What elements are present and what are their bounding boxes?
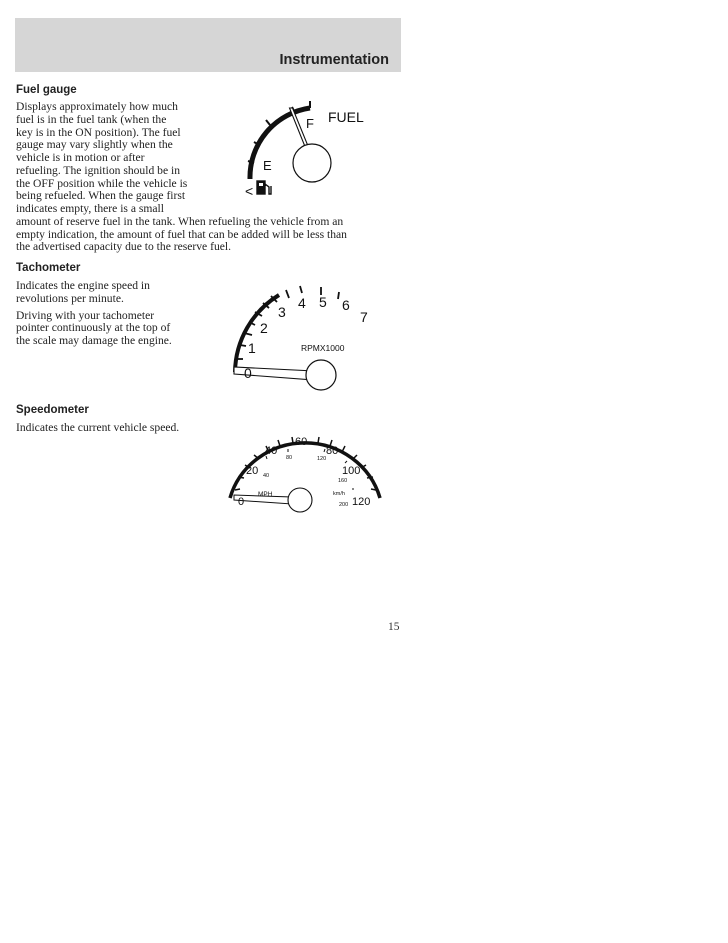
tachometer-hub [306, 360, 336, 390]
speedometer-mph-120: 120 [352, 496, 371, 508]
tachometer-label-3: 3 [278, 304, 286, 320]
fuel-gauge-illustration [226, 98, 386, 208]
tachometer-unit-label: RPMX1000 [301, 343, 345, 353]
page-number: 15 [388, 621, 400, 633]
tachometer-label-7: 7 [360, 309, 368, 325]
tachometer-label-0: 0 [244, 365, 252, 381]
speedometer-mph-40: 40 [265, 445, 278, 457]
fuel-name-label: FUEL [328, 109, 364, 125]
fuel-gauge-hub [293, 144, 331, 182]
text-line: Indicates the engine speed in [16, 279, 150, 292]
speedometer-kmh-160: 160 [338, 478, 348, 484]
tachometer-label-4: 4 [298, 295, 306, 311]
speedometer-mph-80: 80 [326, 445, 339, 457]
speedometer-kmh-120: 120 [317, 456, 327, 462]
text-line: revolutions per minute. [16, 291, 124, 305]
fuel-empty-label: E [263, 158, 272, 173]
text-line: gauge may vary slightly when the [16, 138, 173, 152]
speedometer-illustration [226, 428, 386, 518]
text-line: pointer continuously at the top of [16, 321, 171, 335]
text-line: fuel is in the fuel tank (when the [16, 112, 167, 126]
fuel-gauge-heading: Fuel gauge [16, 84, 77, 96]
tachometer-paragraph-2 [16, 310, 172, 348]
speedometer-hub [288, 488, 312, 512]
text-line: key is in the ON position). The fuel [16, 125, 181, 139]
text-line: Indicates the current vehicle speed. [16, 421, 180, 434]
tachometer-text [16, 280, 172, 348]
text-line: Driving with your tachometer [16, 308, 155, 322]
tachometer-illustration [228, 277, 398, 392]
text-line: empty indication, the amount of fuel that can be added will be less than [16, 227, 347, 241]
speedometer-kmh-40: 40 [263, 473, 270, 479]
speedometer-mph-20: 20 [246, 465, 259, 477]
fuel-gauge-tick [266, 120, 270, 125]
speedometer-kmh-80: 80 [286, 455, 293, 461]
tachometer-heading: Tachometer [16, 262, 81, 274]
tachometer-label-5: 5 [319, 294, 327, 310]
tachometer-label-1: 1 [248, 340, 256, 356]
text-line: amount of reserve fuel in the tank. When refueling the vehicle from an [16, 214, 344, 228]
fuel-pump-arrow: < [245, 183, 254, 199]
speedometer-mph-unit: MPH [258, 491, 273, 498]
speedometer-mph-0: 0 [238, 496, 245, 508]
text-line: the advertised capacity due to the reserve fuel. [16, 240, 232, 254]
text-line: Displays approximately how much [16, 100, 178, 113]
text-line: refueling. The ignition should be in [16, 163, 181, 177]
speedometer-kmh-200: 200 [339, 502, 349, 508]
text-line: indicates empty, there is a small [16, 202, 164, 215]
fuel-pump-icon [257, 181, 271, 194]
speedometer-mph-60: 60 [295, 436, 308, 448]
text-line: the scale may damage the engine. [16, 334, 172, 347]
tachometer-label-2: 2 [260, 320, 268, 336]
speedometer-text [16, 422, 179, 435]
page-header [15, 18, 401, 72]
text-line: being refueled. When the gauge first [16, 189, 186, 203]
header-title: Instrumentation [279, 52, 389, 68]
tachometer-arc [235, 295, 279, 372]
fuel-full-label: F [306, 116, 314, 131]
speedometer-kmh-unit: km/h [333, 491, 345, 497]
text-line: vehicle is in motion or after [16, 151, 145, 164]
tachometer-label-6: 6 [342, 297, 350, 313]
tachometer-paragraph-1 [16, 280, 172, 306]
text-line: the OFF position while the vehicle is [16, 176, 188, 190]
speedometer-mph-100: 100 [342, 465, 361, 477]
speedometer-heading: Speedometer [16, 404, 89, 416]
